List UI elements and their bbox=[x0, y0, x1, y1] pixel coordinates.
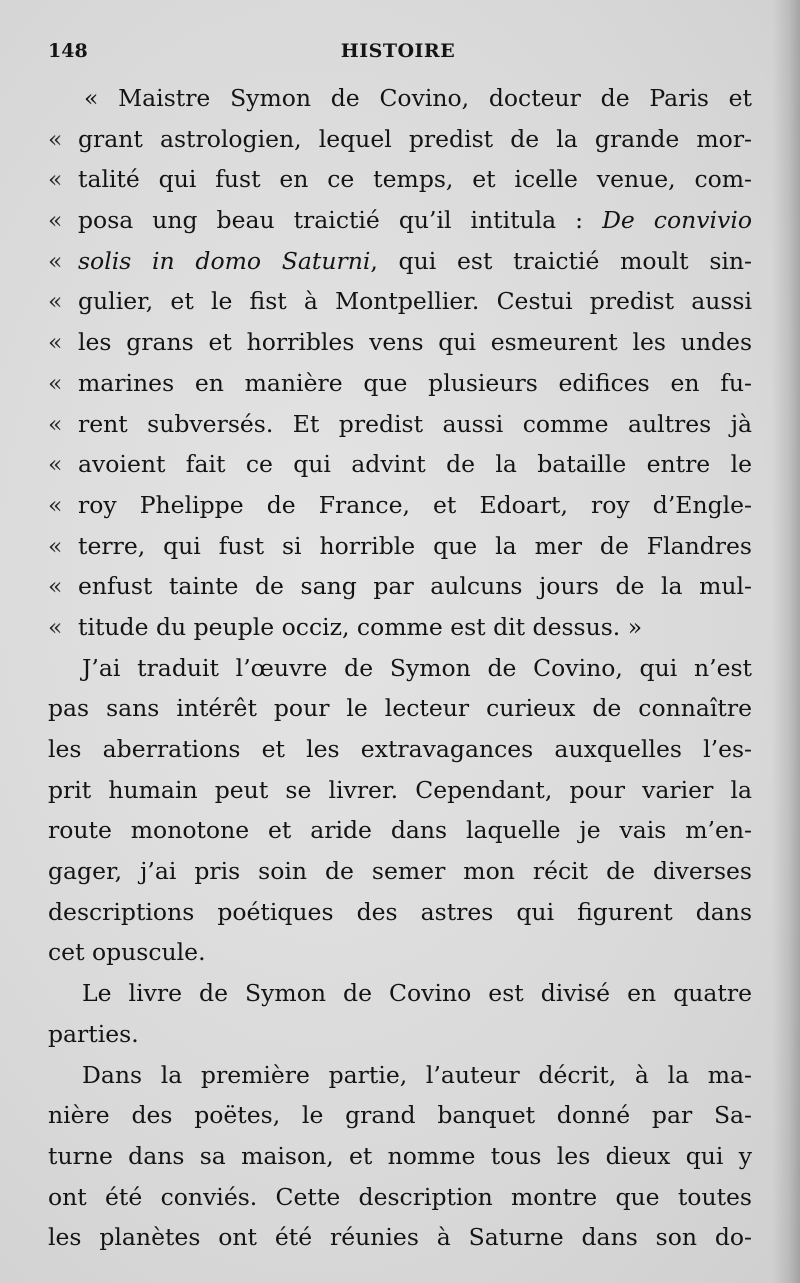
quote-line-text: gulier, et le fist à Montpellier. Cestui predist aussi bbox=[78, 287, 752, 316]
quote-line-text: posa ung beau traictié qu’il intitula : De convivio bbox=[78, 206, 752, 235]
quote-line bbox=[48, 159, 752, 200]
paragraph bbox=[48, 1055, 752, 1258]
page-gutter-shadow bbox=[772, 0, 800, 1283]
paragraphs bbox=[48, 648, 752, 1258]
quote-mark: « bbox=[48, 490, 63, 519]
quote-line-text: rent subversés. Et predist aussi comme aultres jà bbox=[78, 409, 752, 438]
quote-line bbox=[48, 566, 752, 607]
quote-line bbox=[48, 322, 752, 363]
quote-line bbox=[48, 485, 752, 526]
paragraph-line: cet opuscule. bbox=[48, 938, 206, 967]
paragraph-line: descriptions poétiques des astres qui figurent dans bbox=[48, 897, 752, 926]
quote-first-line: « Maistre Symon de Covino, docteur de Paris et bbox=[84, 84, 752, 112]
quote-mark: « bbox=[48, 246, 63, 275]
quote-line-text: avoient fait ce qui advint de la bataille entre le bbox=[78, 450, 752, 479]
paragraph-line: route monotone et aride dans laquelle je vais m’en- bbox=[48, 816, 752, 845]
paragraph-line: prit humain peut se livrer. Cependant, pour varier la bbox=[48, 775, 752, 804]
quote-mark: « bbox=[48, 572, 63, 601]
quote-line-text: enfust tainte de sang par aulcuns jours de la mul- bbox=[78, 572, 752, 601]
quote-line bbox=[48, 281, 752, 322]
quote-line-text: marines en manière que plusieurs edifices en fu- bbox=[78, 368, 752, 397]
quote-line-text: solis in domo Saturni, qui est traictié moult sin- bbox=[78, 246, 752, 275]
quote-line bbox=[48, 404, 752, 445]
paragraph-line: les planètes ont été réunies à Saturne dans son do- bbox=[48, 1223, 752, 1252]
quote-line-text: grant astrologien, lequel predist de la grande mor- bbox=[78, 124, 752, 153]
quote-line-text: terre, qui fust si horrible que la mer de Flandres bbox=[78, 531, 752, 560]
quote-line bbox=[48, 526, 752, 567]
quote-mark: « bbox=[48, 124, 63, 153]
quote-line-text: talité qui fust en ce temps, et icelle venue, com- bbox=[78, 165, 752, 194]
paragraph-line: Dans la première partie, l’auteur décrit, à la ma- bbox=[82, 1060, 752, 1089]
quote-line bbox=[48, 78, 752, 119]
quote-line bbox=[48, 607, 752, 648]
page-header bbox=[48, 40, 748, 72]
quote-line bbox=[48, 200, 752, 241]
paragraph-line: Le livre de Symon de Covino est divisé en quatre bbox=[82, 979, 752, 1008]
paragraph-line: ont été conviés. Cette description montre que toutes bbox=[48, 1182, 752, 1211]
quote-block bbox=[48, 119, 752, 648]
quote-line bbox=[48, 444, 752, 485]
quote-mark: « bbox=[48, 165, 63, 194]
paragraph-line: les aberrations et les extravagances auxquelles l’es- bbox=[48, 735, 752, 763]
paragraph-line: turne dans sa maison, et nomme tous les dieux qui y bbox=[48, 1141, 752, 1170]
quote-line bbox=[48, 241, 752, 282]
page-number: 148 bbox=[48, 40, 88, 62]
paragraph-line: nière des poëtes, le grand banquet donné par Sa- bbox=[48, 1101, 752, 1130]
quote-mark: « bbox=[48, 531, 63, 560]
running-title: HISTOIRE bbox=[340, 40, 456, 62]
quote-line bbox=[48, 119, 752, 160]
paragraph bbox=[48, 648, 752, 974]
quote-mark: « bbox=[48, 206, 63, 235]
paragraph-line: gager, j’ai pris soin de semer mon récit de diverses bbox=[48, 857, 752, 886]
quote-line-text: roy Phelippe de France, et Edoart, roy d’Engle- bbox=[78, 490, 752, 519]
paragraph-line: J’ai traduit l’œuvre de Symon de Covino, qui n’est bbox=[82, 653, 752, 682]
quote-mark: « bbox=[48, 450, 63, 479]
quote-mark: « bbox=[48, 328, 63, 357]
quote-mark: « bbox=[48, 409, 63, 438]
quote-mark: « bbox=[48, 287, 63, 316]
quote-mark: « bbox=[48, 612, 63, 641]
quote-line-text: titude du peuple occiz, comme est dit dessus. » bbox=[78, 612, 643, 641]
quote-line-text: les grans et horribles vens qui esmeurent les undes bbox=[78, 328, 752, 357]
body-text bbox=[48, 78, 752, 1258]
paragraph bbox=[48, 973, 752, 1054]
quote-line bbox=[48, 363, 752, 404]
paragraph-line: pas sans intérêt pour le lecteur curieux de connaître bbox=[48, 694, 752, 723]
paragraph-line: parties. bbox=[48, 1019, 139, 1048]
quote-mark: « bbox=[48, 368, 63, 397]
